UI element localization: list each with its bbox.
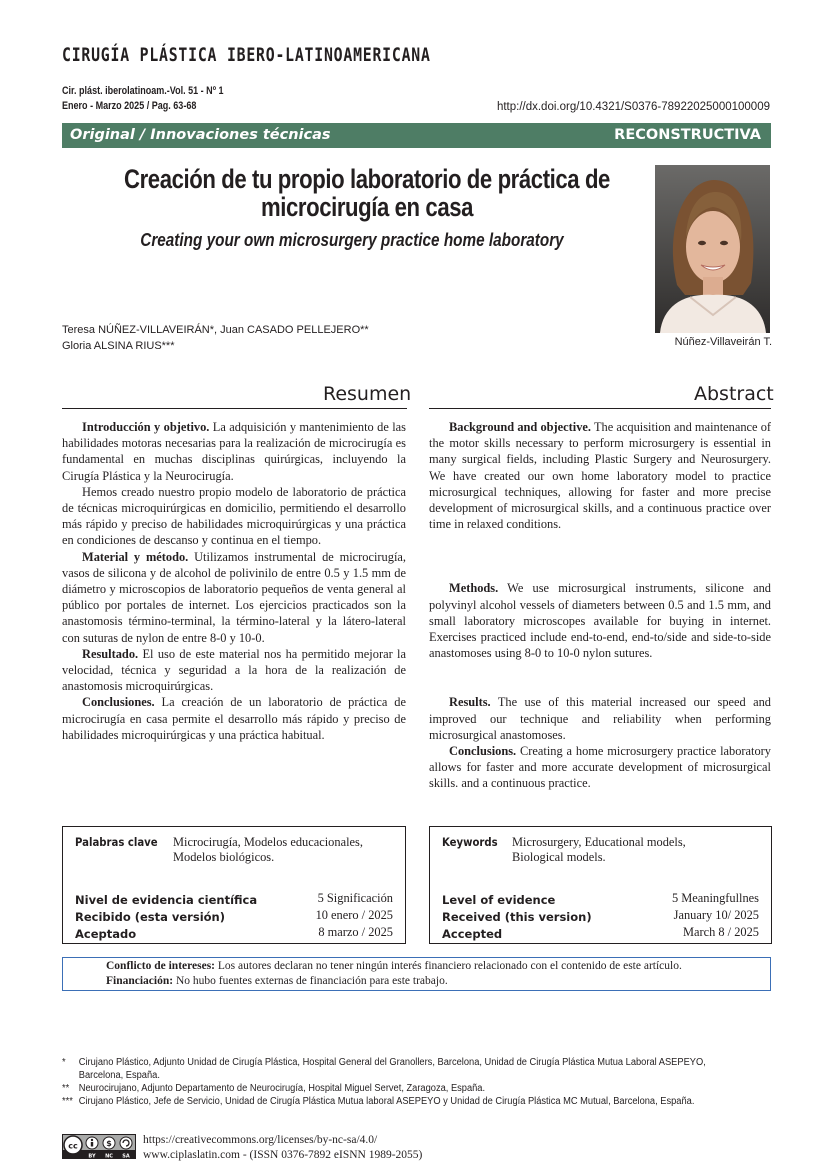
title-spanish-line2: microcirugía en casa xyxy=(260,192,474,222)
received-row-es: Recibido (esta versión) 10 enero / 2025 xyxy=(75,908,393,924)
cc-by-nc-sa-icon xyxy=(62,1134,136,1159)
accepted-row-es: Aceptado 8 marzo / 2025 xyxy=(75,925,393,941)
keywords-box-es xyxy=(62,826,406,944)
abstract-results: Results. The use of this material increased our speed and improved our technique and reliability when performing microsurgical anastomoses. xyxy=(429,695,771,742)
photo-caption: Núñez-Villaveirán T. xyxy=(674,336,772,348)
authors xyxy=(62,322,369,354)
title-spanish-line1: Creación de tu propio laboratorio de práctica de xyxy=(124,164,610,194)
author-photo xyxy=(655,165,770,333)
abstract-conclusions: Conclusions. Creating a home microsurgery practice laboratory allows for faster and more accurate development of microsurgical skills. and a continuous practice. xyxy=(429,744,771,791)
badge-label-by: BY xyxy=(88,1153,96,1159)
authors-line1: Teresa NÚÑEZ-VILLAVEIRÁN*, Juan CASADO PELLEJERO** xyxy=(62,324,369,336)
evidence-row-es: Nivel de evidencia científica 5 Significación xyxy=(75,891,393,907)
svg-text:$: $ xyxy=(106,1139,112,1148)
license-text xyxy=(143,1133,422,1163)
title-spanish xyxy=(117,165,617,221)
resumen-intro: Introducción y objetivo. La adquisición y mantenimiento de las habilidades motoras necesarias para la realización de microcirugía es fundamental en muchas disciplinas quirúrgicas, incluyendo la Cirugía Plástica y la Neurocirugía. xyxy=(62,420,407,483)
citation-volume: Cir. plást. iberolatinoam.-Vol. 51 - Nº 1 xyxy=(62,85,224,97)
affiliation-footnotes xyxy=(62,1056,713,1108)
resumen-intro-2: Hemos creado nuestro propio modelo de laboratorio de práctica de técnicas microquirúrgicas en domicilio, permitiendo el desarrollo más rápido y preciso de habilidades microquirúrgicas y una práctica en condiciones de descanso y continua en el tiempo. xyxy=(62,484,406,548)
keywords-label-es: Palabras clave xyxy=(75,835,158,849)
abstract-body xyxy=(429,419,771,792)
resumen-conclusions: Conclusiones. La creación de un laboratorio de práctica de microcirugía en casa permite el desarrollo más rápido y preciso de habilidades microquirúrgicas y una práctica habitual. xyxy=(62,695,406,742)
article-type: Original / Innovaciones técnicas xyxy=(70,127,331,143)
resumen-heading: Resumen xyxy=(323,383,412,405)
resumen-results: Resultado. El uso de este material nos ha permitido mejorar la velocidad, técnica y seguridad a la hora de la realización de anastomosis microquirúrgicas. xyxy=(62,646,406,694)
footnote-2: ** Neurocirujano, Adjunto Departamento de Neurocirugía, Hospital Miguel Servet, Zaragoza, España. xyxy=(62,1083,486,1094)
journal-name: CIRUGÍA PLÁSTICA IBERO-LATINOAMERICANA xyxy=(62,44,431,66)
title-english: Creating your own microsurgery practice home laboratory xyxy=(140,230,564,250)
conflict-of-interest: Conflicto de intereses: Los autores declaran no tener ningún interés financiero relacionado con el contenido de este artículo. xyxy=(106,960,682,972)
abstract-methods: Methods. We use microsurgical instruments, silicone and polyvinyl alcohol vessels of diameters between 0.5 and 1.5 mm, and small laboratory microscopes available for buying in internet. Exercises practiced include end-to-end, end-to/side and side-to-side anastomoses using 8-0 to 10-0 nylon sutures. xyxy=(429,581,771,661)
footnote-1: * Cirujano Plástico, Adjunto Unidad de Cirugía Plástica, Hospital General del Granollers, Barcelona, Unidad de Cirugía Plástica Mutua Laboral ASEPEYO, Barcelona, España. xyxy=(62,1057,706,1081)
funding: Financiación: No hubo fuentes externas de financiación para este trabajo. xyxy=(106,975,448,987)
keywords-es: Microcirugía, Modelos educacionales, Modelos biológicos. xyxy=(173,835,363,864)
badge-label-nc: NC xyxy=(105,1153,113,1159)
resumen-body xyxy=(62,419,406,743)
author-portrait-illustration xyxy=(655,165,770,333)
doi-link[interactable]: http://dx.doi.org/10.4321/S0376-78922025000100009 xyxy=(496,101,770,113)
license-url[interactable]: https://creativecommons.org/licenses/by-nc-sa/4.0/ xyxy=(143,1134,378,1146)
keywords-box-en xyxy=(429,826,772,944)
resumen-rule xyxy=(62,408,407,409)
badge-label-sa: SA xyxy=(122,1153,130,1159)
evidence-row-en: Level of evidence 5 Meaningfullnes xyxy=(442,891,759,907)
keywords-label-en: Keywords xyxy=(442,835,498,849)
abstract-heading: Abstract xyxy=(694,383,774,405)
article-category: RECONSTRUCTIVA xyxy=(614,127,761,143)
cc-license-badge[interactable] xyxy=(62,1134,136,1159)
conflict-of-interest-box xyxy=(62,957,771,991)
authors-line2: Gloria ALSINA RIUS*** xyxy=(62,340,175,352)
received-row-en: Received (this version) January 10/ 2025 xyxy=(442,908,759,924)
abstract-background: Background and objective. The acquisition and maintenance of the motor skills necessary to perform microsurgery is essential in many surgical fields, including Plastic Surgery and Neurosurgery. We have created our own home laboratory model to practice microsurgical techniques, allowing for faster and more precise development of microsurgical skills, and a continuous practice over time in relaxed conditions. xyxy=(429,420,772,532)
journal-site[interactable]: www.ciplaslatin.com - (ISSN 0376-7892 eISNN 1989-2055) xyxy=(143,1149,423,1161)
svg-text:cc: cc xyxy=(68,1141,78,1151)
keywords-en: Microsurgery, Educational models, Biological models. xyxy=(512,835,686,864)
resumen-methods: Material y método. Utilizamos instrumental de microcirugía, vasos de silicona y de alcohol de polivinilo de entre 0.5 y 1.5 mm de diámetro y microscopios de laboratorio pequeños de venta general al público por portales de internet. Los ejercicios practicados son la anastomosis término-terminal, la término-lateral y la látero-lateral con suturas de nylon de entre 8-0 y 10-0. xyxy=(62,549,406,645)
footnote-3: *** Cirujano Plástico, Jefe de Servicio, Unidad de Cirugía Plástica Mutua laboral ASEPEYO y Unidad de Cirugía Plástica MC Mutual, Barcelona, España. xyxy=(62,1096,695,1107)
section-bar xyxy=(62,123,771,148)
abstract-rule xyxy=(429,408,771,409)
accepted-row-en: Accepted March 8 / 2025 xyxy=(442,925,759,941)
citation-pages: Enero - Marzo 2025 / Pag. 63-68 xyxy=(62,100,197,112)
